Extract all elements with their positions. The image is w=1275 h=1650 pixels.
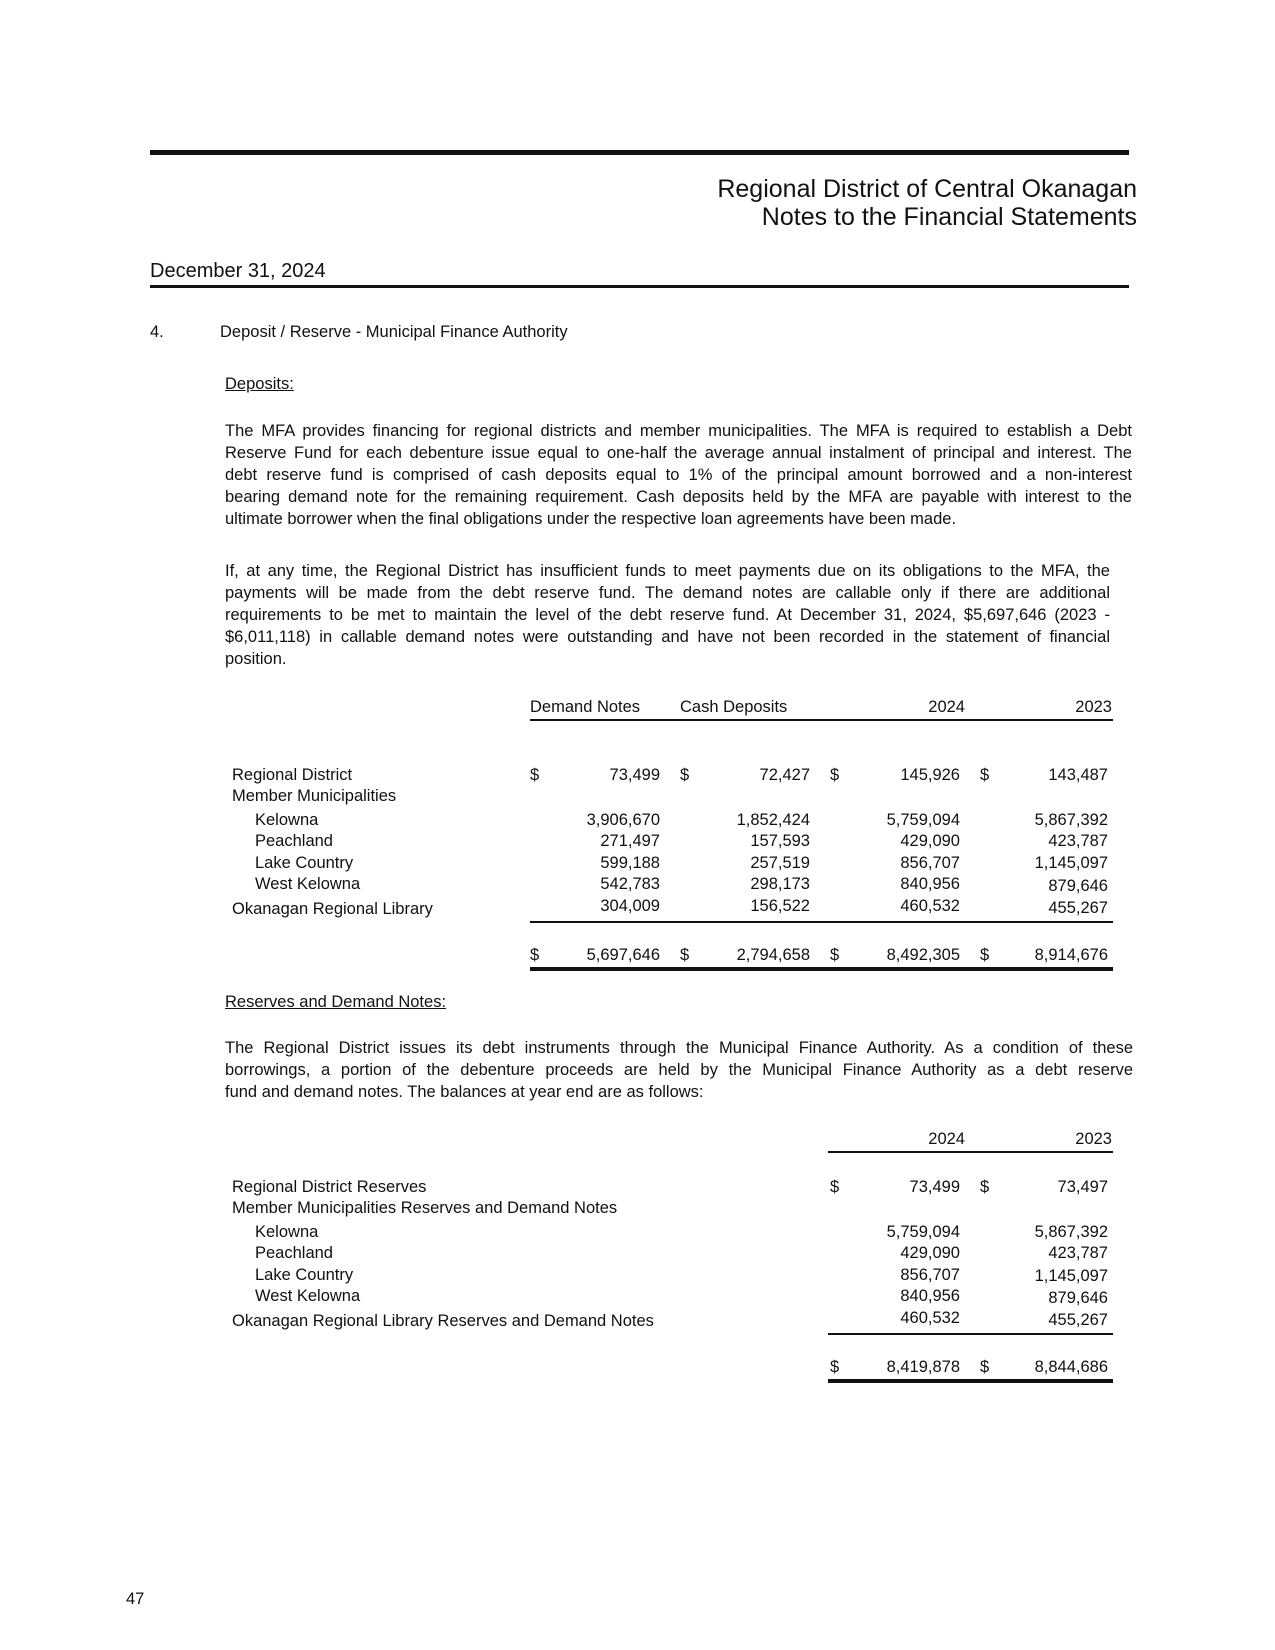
table-cell: 423,787: [1048, 832, 1108, 850]
table-cell: 304,009: [600, 897, 660, 915]
col-header-demand-notes: Demand Notes: [530, 698, 641, 716]
table-row-label: Kelowna: [255, 811, 319, 829]
table-cell: 1,145,097: [1034, 1267, 1108, 1285]
currency-sign: $: [980, 1358, 990, 1376]
table-cell: 542,783: [600, 875, 660, 893]
table2-header-rule: [828, 1151, 1113, 1153]
table-row-label: Lake Country: [255, 854, 354, 872]
deposits-heading: Deposits:: [225, 375, 294, 393]
para-line: bearing demand note for the remaining requirement. Cash deposits held by the MFA are payable with interest to the: [225, 488, 1132, 506]
total-double-rule: [530, 967, 1113, 971]
table-cell: 840,956: [900, 1287, 960, 1305]
table-cell: 460,532: [900, 1309, 960, 1327]
total-double-rule: [828, 1379, 1113, 1383]
para-line: The Regional District issues its debt instruments through the Municipal Finance Authority. As a condition of these: [225, 1039, 1133, 1057]
table-cell: 840,956: [900, 875, 960, 893]
table-cell: 423,787: [1048, 1244, 1108, 1262]
total-cell: 8,844,686: [1034, 1358, 1108, 1376]
table-row-label: West Kelowna: [255, 875, 361, 893]
currency-sign: $: [830, 1358, 840, 1376]
col-header-2023: 2023: [1075, 1130, 1112, 1148]
table-cell: 271,497: [600, 832, 660, 850]
table-cell: 298,173: [750, 875, 810, 893]
page-number: 47: [126, 1590, 145, 1608]
table-cell: 879,646: [1048, 1289, 1108, 1307]
table-cell: 156,522: [750, 897, 810, 915]
currency-sign: $: [530, 766, 540, 784]
col-header-cash-deposits: Cash Deposits: [680, 698, 788, 716]
table-cell: 460,532: [900, 897, 960, 915]
table-row-label: Okanagan Regional Library: [232, 900, 433, 918]
table-row-label: Okanagan Regional Library Reserves and Demand Notes: [232, 1312, 654, 1330]
currency-sign: $: [980, 1178, 990, 1196]
currency-sign: $: [830, 1178, 840, 1196]
table-cell: 5,867,392: [1034, 1223, 1108, 1241]
table-cell: 879,646: [1048, 877, 1108, 895]
table-row-label: Lake Country: [255, 1266, 354, 1284]
subtotal-rule: [828, 1333, 1113, 1335]
table-cell: 599,188: [600, 854, 660, 872]
subtotal-rule: [530, 921, 1113, 923]
para-line: ultimate borrower when the final obligations under the respective loan agreements have been made.: [225, 510, 957, 528]
total-cell: 8,914,676: [1034, 946, 1108, 964]
table-row-label: West Kelowna: [255, 1287, 361, 1305]
total-cell: 8,419,878: [886, 1358, 960, 1376]
currency-sign: $: [530, 946, 540, 964]
table-cell: 429,090: [900, 832, 960, 850]
currency-sign: $: [680, 946, 690, 964]
para-line: Reserve Fund for each debenture issue equal to one-half the average annual instalment of principal and interest. The: [225, 444, 1132, 462]
currency-sign: $: [680, 766, 690, 784]
total-cell: 2,794,658: [736, 946, 810, 964]
statement-date: December 31, 2024: [150, 260, 326, 282]
table-cell: 455,267: [1048, 899, 1108, 917]
table-row-label: Kelowna: [255, 1223, 319, 1241]
para-line: debt reserve fund is comprised of cash deposits equal to 1% of the principal amount borrowed and a non-interest: [225, 466, 1132, 484]
currency-sign: $: [980, 946, 990, 964]
table-cell: 72,427: [759, 766, 810, 784]
col-header-2024: 2024: [928, 1130, 965, 1148]
col-header-2024: 2024: [928, 698, 965, 716]
deposits-paragraph-1: [225, 420, 1132, 530]
table-cell: 1,145,097: [1034, 854, 1108, 872]
table-cell: 157,593: [750, 832, 810, 850]
table-cell: 429,090: [900, 1244, 960, 1262]
total-cell: 8,492,305: [886, 946, 960, 964]
col-header-2023: 2023: [1075, 698, 1112, 716]
total-cell: 5,697,646: [586, 946, 660, 964]
currency-sign: $: [980, 766, 990, 784]
para-line: $6,011,118) in callable demand notes were outstanding and have not been recorded in the statement of financial: [225, 628, 1110, 646]
table-cell: 73,499: [909, 1178, 960, 1196]
section-number: 4.: [150, 323, 164, 341]
table-row-label: Peachland: [255, 832, 333, 850]
table-cell: 143,487: [1048, 766, 1108, 784]
section-title: Deposit / Reserve - Municipal Finance Authority: [220, 323, 568, 341]
table-cell: 73,499: [609, 766, 660, 784]
table-cell: 257,519: [750, 854, 810, 872]
table1-header-rule: [530, 719, 1113, 721]
org-title: Regional District of Central Okanagan: [717, 175, 1137, 203]
para-line: If, at any time, the Regional District has insufficient funds to meet payments due on its obligations to the MFA, the: [225, 562, 1110, 580]
table-cell: 73,497: [1057, 1178, 1108, 1196]
table-row-label: Peachland: [255, 1244, 333, 1262]
reserves-paragraph: [225, 1037, 1133, 1103]
reserves-heading: Reserves and Demand Notes:: [225, 993, 447, 1011]
table-cell: 3,906,670: [586, 811, 660, 829]
currency-sign: $: [830, 766, 840, 784]
para-line: fund and demand notes. The balances at year end are as follows:: [225, 1083, 704, 1101]
para-line: requirements to be met to maintain the level of the debt reserve fund. At December 31, 2024, $5,697,646 (2023 -: [225, 606, 1110, 624]
table-cell: 1,852,424: [736, 811, 810, 829]
table-cell: 145,926: [900, 766, 960, 784]
para-line: borrowings, a portion of the debenture proceeds are held by the Municipal Finance Authority as a debt reserve: [225, 1061, 1133, 1079]
table-row-label: Member Municipalities Reserves and Demand Notes: [232, 1199, 618, 1217]
header-top-rule: [150, 150, 1129, 155]
table-cell: 5,759,094: [886, 1223, 960, 1241]
table-row-label: Regional District Reserves: [232, 1178, 427, 1196]
para-line: The MFA provides financing for regional districts and member municipalities. The MFA is required to establish a Debt: [225, 422, 1132, 440]
table-cell: 856,707: [900, 854, 960, 872]
date-rule: [150, 285, 1129, 288]
table-cell: 5,867,392: [1034, 811, 1108, 829]
table-cell: 455,267: [1048, 1311, 1108, 1329]
para-line: position.: [225, 650, 287, 668]
table-cell: 5,759,094: [886, 811, 960, 829]
table-row-label: Member Municipalities: [232, 787, 397, 805]
deposits-paragraph-2: [225, 560, 1110, 670]
table-cell: 856,707: [900, 1266, 960, 1284]
table-row-label: Regional District: [232, 766, 353, 784]
para-line: payments will be made from the debt reserve fund. The demand notes are callable only if there are additional: [225, 584, 1110, 602]
currency-sign: $: [830, 946, 840, 964]
statement-subtitle: Notes to the Financial Statements: [761, 203, 1137, 231]
